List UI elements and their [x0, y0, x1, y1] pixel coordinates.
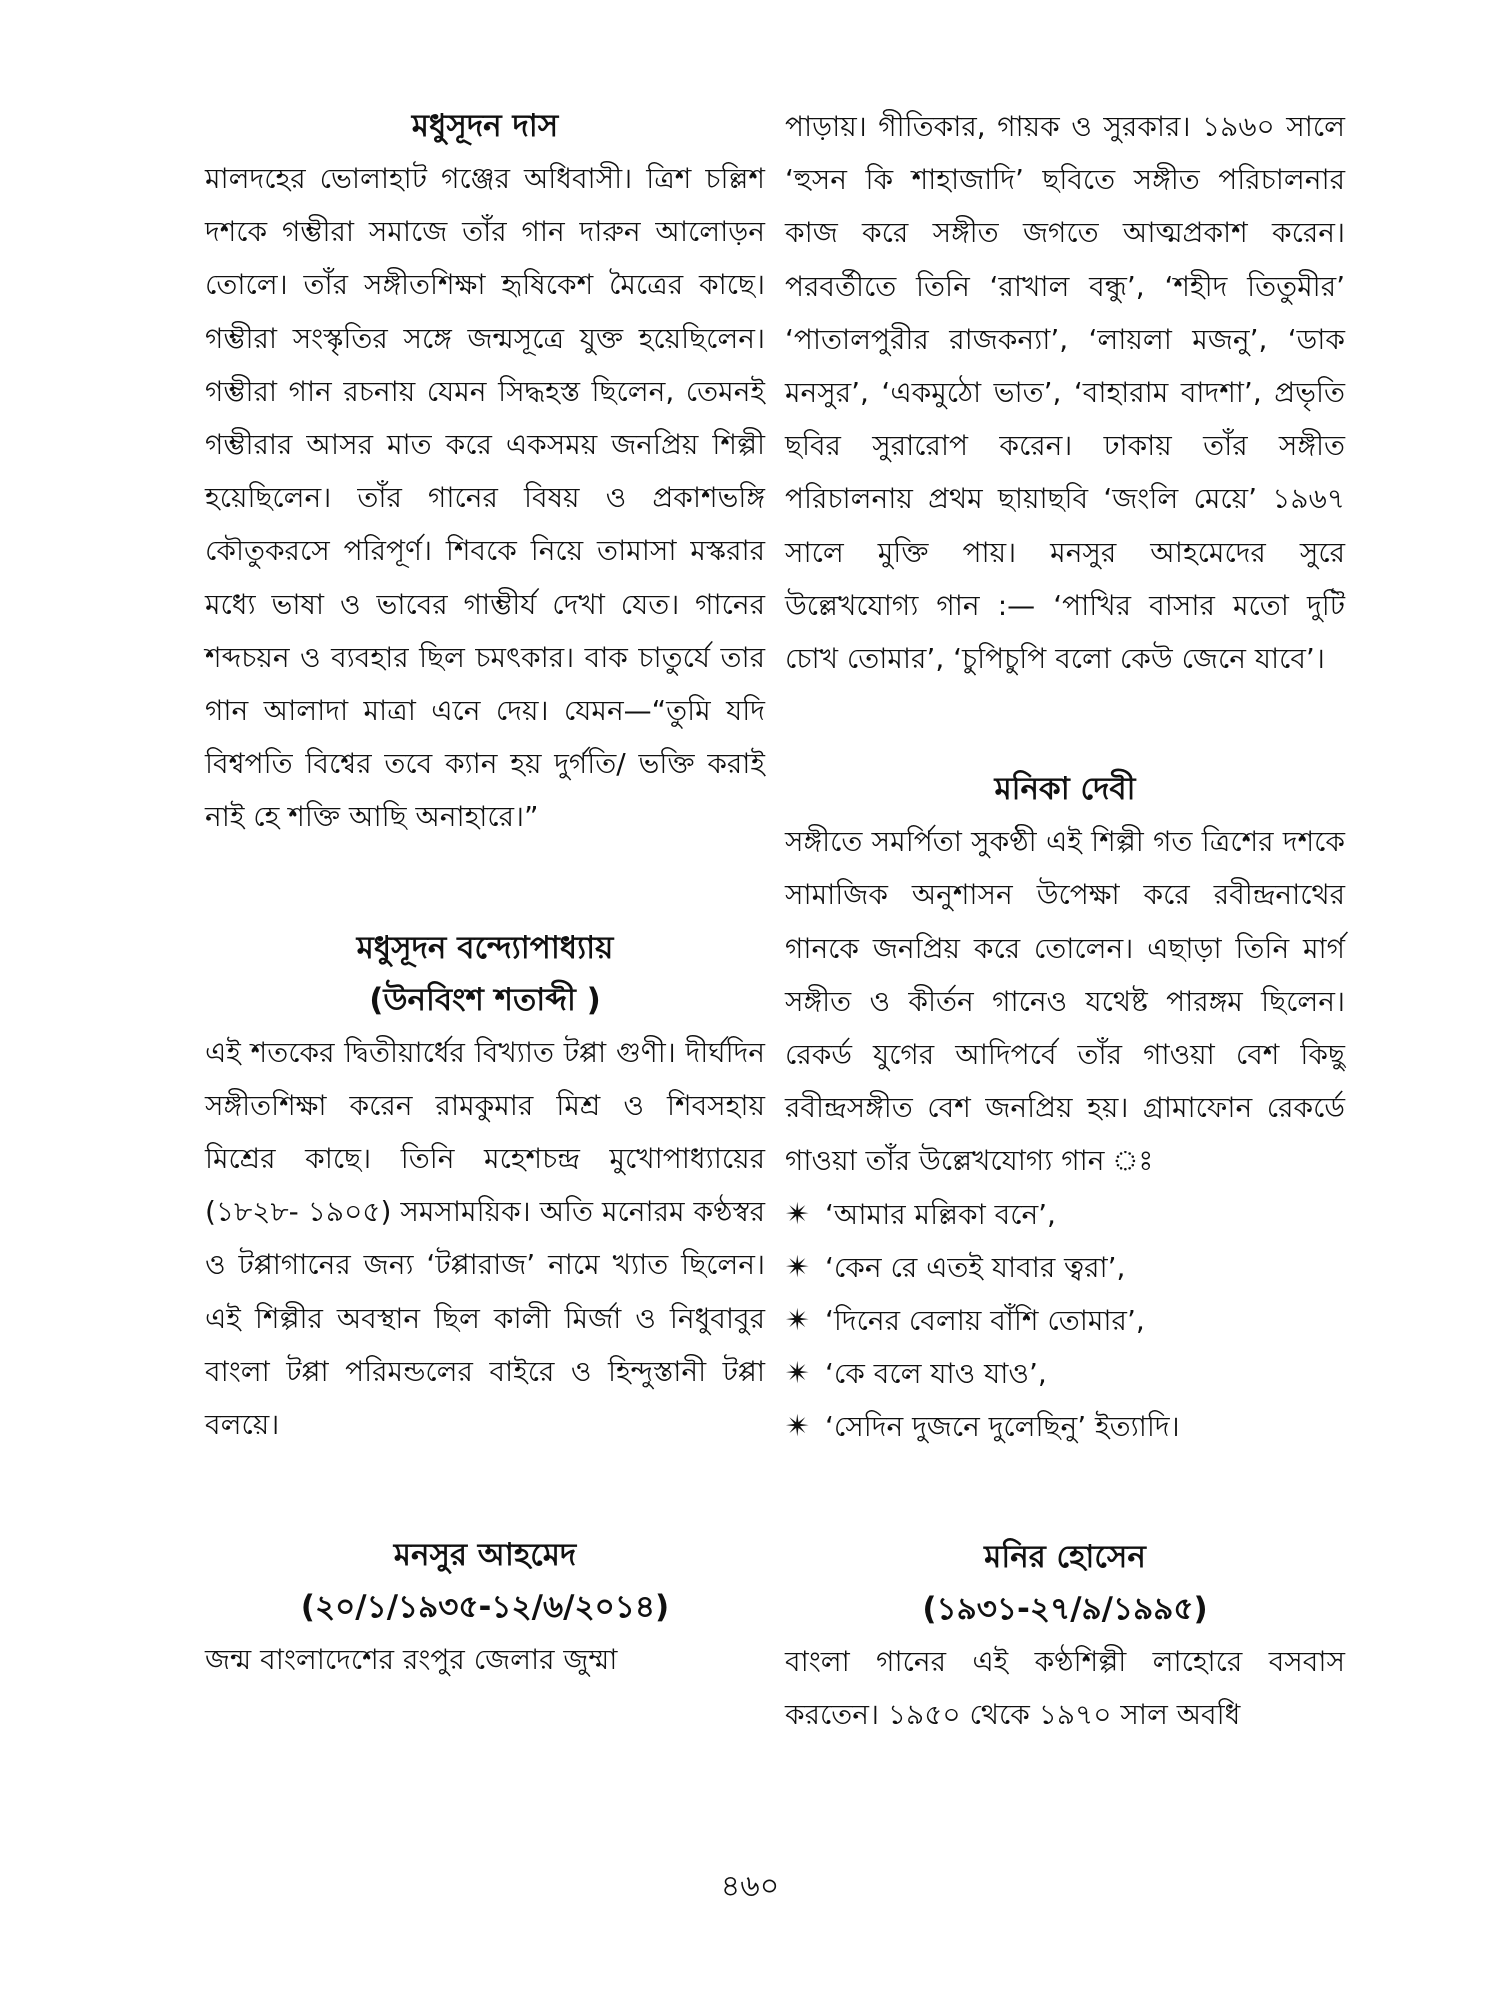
entry-body: মালদহের ভোলাহাট গঞ্জের অধিবাসী। ত্রিশ চল্লিশ দশকে গম্ভীরা সমাজে তাঁর গান দারুন আলোড়ন তোলে। তাঁর সঙ্গীতশিক্ষা হৃষিকেশ মৈত্রের কাছে। গম্ভীরা সংস্কৃতির সঙ্গে জন্মসূত্রে যুক্ত হয়েছিলেন। গম্ভীরা গান রচনায় যেমন সিদ্ধহস্ত ছিলেন, তেমনই গম্ভীরার আসর মাত করে একসময় জনপ্রিয় শিল্পী হয়েছিলেন। তাঁর গানের বিষয় ও প্রকাশভঙ্গি কৌতুকরসে পরিপূর্ণ। শিবকে নিয়ে তামাসা মস্করার মধ্যে ভাষা ও ভাবের গাম্ভীর্য দেখা যেত। গানের শব্দচয়ন ও ব্যবহার ছিল চমৎকার। বাক চাতুর্যে তার গান আলাদা মাত্রা এনে দেয়। যেমন—“তুমি যদি বিশ্বপতি বিশ্বের তবে ক্যান হয় দুর্গতি/ ভক্তি করাই নাই হে শক্তি আছি অনাহারে।” [205, 162, 765, 834]
entry-subtitle: (উনবিংশ শতাব্দী ) [369, 981, 601, 1018]
song-title: ‘কে বলে যাও যাও’, [825, 1356, 1047, 1390]
song-list [785, 1188, 1345, 1453]
star-bullet-icon: ✴ [785, 1355, 811, 1391]
entry-monika-devi [785, 763, 1345, 1452]
entry-madhusudan-bandyopadhyay [205, 922, 765, 1452]
entry-madhusudan-das [205, 100, 765, 844]
list-item [785, 1400, 1345, 1453]
entry-monir-hossain [785, 1531, 1345, 1741]
song-title: ‘দিনের বেলায় বাঁশি তোমার’, [825, 1303, 1145, 1337]
list-item [785, 1241, 1345, 1294]
entry-title: মনসুর আহমেদ [393, 1537, 577, 1574]
entry-body: সঙ্গীতে সমর্পিতা সুকণ্ঠী এই শিল্পী গত ত্রিশের দশকে সামাজিক অনুশাসন উপেক্ষা করে রবীন্দ্রনাথের গানকে জনপ্রিয় করে তোলেন। এছাড়া তিনি মার্গ সঙ্গীত ও কীর্তন গানেও যথেষ্ট পারঙ্গম ছিলেন। রেকর্ড যুগের আদিপর্বে তাঁর গাওয়া বেশ কিছু রবীন্দ্রসঙ্গীত বেশ জনপ্রিয় হয়। গ্রামাফোন রেকর্ডে গাওয়া তাঁর উল্লেখযোগ্য গান ঃ [785, 825, 1345, 1178]
entry-title: মনিকা দেবী [994, 771, 1136, 808]
star-bullet-icon: ✴ [785, 1196, 811, 1232]
entry-body: বাংলা গানের এই কণ্ঠশিল্পী লাহোরে বসবাস করতেন। ১৯৫০ থেকে ১৯৭০ সাল অবধি [785, 1644, 1345, 1731]
star-bullet-icon: ✴ [785, 1408, 811, 1444]
song-title: ‘আমার মল্লিকা বনে’, [825, 1197, 1056, 1231]
entry-title: মনির হোসেন [984, 1538, 1146, 1575]
entry-title: মধুসূদন দাস [411, 108, 559, 144]
entry-continuation: পাড়ায়। গীতিকার, গায়ক ও সুরকার। ১৯৬০ সালে ‘হুসন কি শাহাজাদি’ ছবিতে সঙ্গীত পরিচালনার কাজ করে সঙ্গীত জগতে আত্মপ্রকাশ করেন। পরবর্তীতে তিনি ‘রাখাল বন্ধু’, ‘শহীদ তিতুমীর’ ‘পাতালপুরীর রাজকন্যা’, ‘লায়লা মজনু’, ‘ডাক মনসুর’, ‘একমুঠো ভাত’, ‘বাহারাম বাদশা’, প্রভৃতি ছবির সুরারোপ করেন। ঢাকায় তাঁর সঙ্গীত পরিচালনায় প্রথম ছায়াছবি ‘জংলি মেয়ে’ ১৯৬৭ সালে মুক্তি পায়। মনসুর আহমেদের সুরে উল্লেখযোগ্য গান :— ‘পাখির বাসার মতো দুটি চোখ তোমার’, ‘চুপিচুপি বলো কেউ জেনে যাবে’। [785, 110, 1345, 676]
left-column [205, 100, 765, 1686]
right-column [785, 100, 1345, 1741]
list-item [785, 1294, 1345, 1347]
entry-body: এই শতকের দ্বিতীয়ার্ধের বিখ্যাত টপ্পা গুণী। দীর্ঘদিন সঙ্গীতশিক্ষা করেন রামকুমার মিশ্র ও শিবসহায় মিশ্রের কাছে। তিনি মহেশচন্দ্র মুখোপাধ্যায়ের (১৮২৮- ১৯০৫) সমসাময়িক। অতি মনোরম কণ্ঠস্বর ও টপ্পাগানের জন্য ‘টপ্পারাজ’ নামে খ্যাত ছিলেন। এই শিল্পীর অবস্থান ছিল কালী মির্জা ও নিধুবাবুর বাংলা টপ্পা পরিমন্ডলের বাইরে ও হিন্দুস্তানী টপ্পা বলয়ে। [205, 1035, 765, 1442]
star-bullet-icon: ✴ [785, 1249, 811, 1285]
list-item [785, 1188, 1345, 1241]
star-bullet-icon: ✴ [785, 1302, 811, 1338]
list-item [785, 1347, 1345, 1400]
song-title: ‘সেদিন দুজনে দুলেছিনু’ ইত্যাদি। [825, 1409, 1180, 1443]
page-number: ৪৬০ [720, 1869, 780, 1904]
song-title: ‘কেন রে এতই যাবার ত্বরা’, [825, 1250, 1126, 1284]
entry-subtitle: (১৯৩১-২৭/৯/১৯৯৫) [922, 1590, 1208, 1627]
entry-subtitle: (২০/১/১৯৩৫-১২/৬/২০১৪) [300, 1589, 670, 1626]
entry-mansur-ahmed [205, 1529, 765, 1686]
entry-title: মধুসূদন বন্দ্যোপাধ্যায় [356, 929, 614, 966]
entry-body: জন্ম বাংলাদেশের রংপুর জেলার জুম্মা [205, 1643, 618, 1677]
